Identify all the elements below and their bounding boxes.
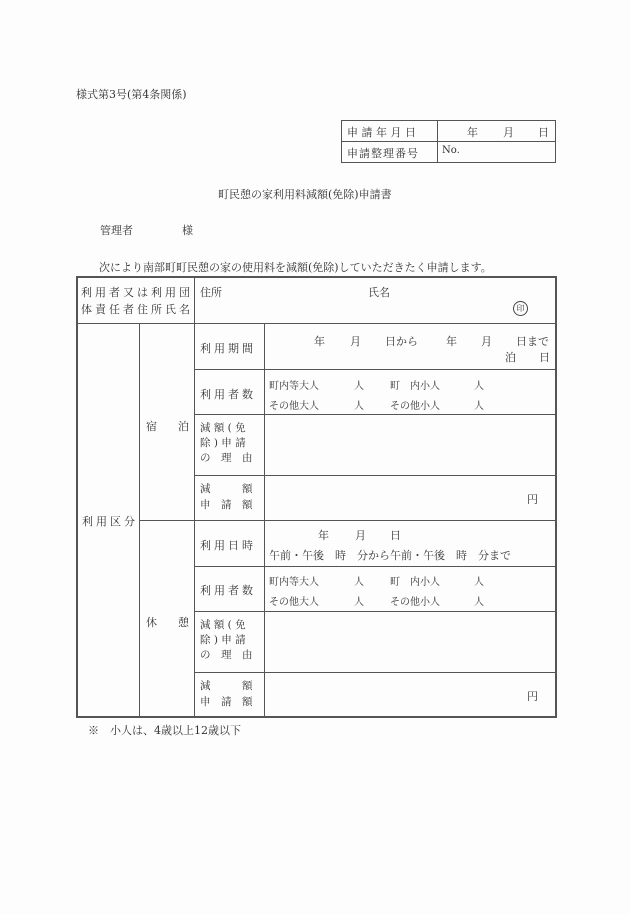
rest-users-unit: 人 — [354, 577, 364, 588]
stay-label-2: 泊 — [178, 420, 189, 433]
stay-period-label: 利用期間 — [200, 342, 256, 355]
rest-day: 日 — [390, 529, 401, 542]
rest-amount-input[interactable] — [266, 674, 554, 716]
stay-period-day-to: 日まで — [516, 335, 549, 348]
rest-amount-unit: 円 — [527, 690, 538, 703]
stay-users-unit: 人 — [474, 381, 484, 392]
application-date-month[interactable]: 月 — [503, 126, 514, 139]
rest-users-other-adult: その他大人 — [269, 597, 319, 608]
stay-period-year-to: 年 — [446, 335, 457, 348]
rest-datetime-label: 利用日時 — [200, 539, 256, 552]
rest-users-other-child: その他小人 — [390, 597, 440, 608]
application-date-year[interactable]: 年 — [467, 126, 478, 139]
page-title: 町民憩の家利用料減額(免除)申請書 — [218, 188, 392, 201]
addressee-honorific: 様 — [182, 224, 193, 237]
stay-amount-label: 減 額 申 請 額 — [200, 483, 253, 511]
stay-users-other-child: その他小人 — [390, 401, 440, 412]
reference-number-value[interactable]: No. — [442, 145, 460, 156]
rest-month: 月 — [355, 529, 366, 542]
rest-reason-input[interactable] — [266, 613, 554, 671]
stay-period-month-to: 月 — [481, 335, 492, 348]
stay-reason-label: 減 額 ( 免 除 ) 申 請 の 理 由 — [200, 422, 253, 464]
form-number: 様式第3号(第4条関係) — [76, 88, 187, 101]
address-input-area[interactable] — [200, 300, 500, 318]
rest-users-local-adult: 町内等大人 — [269, 577, 319, 588]
rest-year: 年 — [318, 529, 329, 542]
applicant-label-line2: 体責任者住所氏名 — [81, 303, 193, 316]
stay-period-day-from: 日から — [385, 335, 418, 348]
stay-amount-input[interactable] — [266, 477, 554, 519]
rest-users-label: 利用者数 — [200, 584, 256, 597]
stay-users-local-child: 町 内小人 — [390, 381, 440, 392]
stay-reason-input[interactable] — [266, 416, 554, 474]
rest-users-unit: 人 — [354, 597, 364, 608]
stay-users-label: 利用者数 — [200, 388, 256, 401]
application-date-day[interactable]: 日 — [538, 126, 549, 139]
rest-label-2: 憩 — [178, 616, 189, 629]
stay-period-month-from: 月 — [350, 335, 361, 348]
reference-number-label: 申請整理番号 — [347, 147, 419, 160]
rest-time-range: 午前・午後 時 分から午前・午後 時 分まで — [269, 549, 511, 562]
stay-nights: 泊 — [505, 351, 516, 364]
name-label: 氏名 — [368, 286, 390, 299]
application-date-label: 申 請 年 月 日 — [347, 126, 416, 139]
rest-users-unit: 人 — [474, 597, 484, 608]
applicant-label-line1: 利用者又は利用団 — [81, 286, 193, 299]
stay-users-unit: 人 — [354, 401, 364, 412]
footnote: ※ 小人は、4歳以上12歳以下 — [88, 724, 241, 737]
rest-label-1: 休 — [146, 616, 157, 629]
seal-mark: 印 — [513, 301, 528, 316]
rest-reason-label: 減 額 ( 免 除 ) 申 請 の 理 由 — [200, 619, 253, 661]
intro-text: 次により南部町町民憩の家の使用料を減額(免除)していただきたく申請します。 — [99, 261, 492, 274]
rest-users-local-child: 町 内小人 — [390, 577, 440, 588]
usage-category-label: 利用区分 — [82, 515, 138, 528]
stay-users-unit: 人 — [354, 381, 364, 392]
stay-users-unit: 人 — [474, 401, 484, 412]
stay-amount-unit: 円 — [527, 493, 538, 506]
addressee-label: 管理者 — [100, 224, 133, 237]
stay-users-other-adult: その他大人 — [269, 401, 319, 412]
stay-nights-days: 日 — [539, 351, 550, 364]
address-label: 住所 — [200, 286, 222, 299]
stay-period-year-from: 年 — [314, 335, 325, 348]
stay-label-1: 宿 — [146, 420, 157, 433]
rest-users-unit: 人 — [474, 577, 484, 588]
stay-users-local-adult: 町内等大人 — [269, 381, 319, 392]
rest-amount-label: 減 額 申 請 額 — [200, 680, 253, 708]
